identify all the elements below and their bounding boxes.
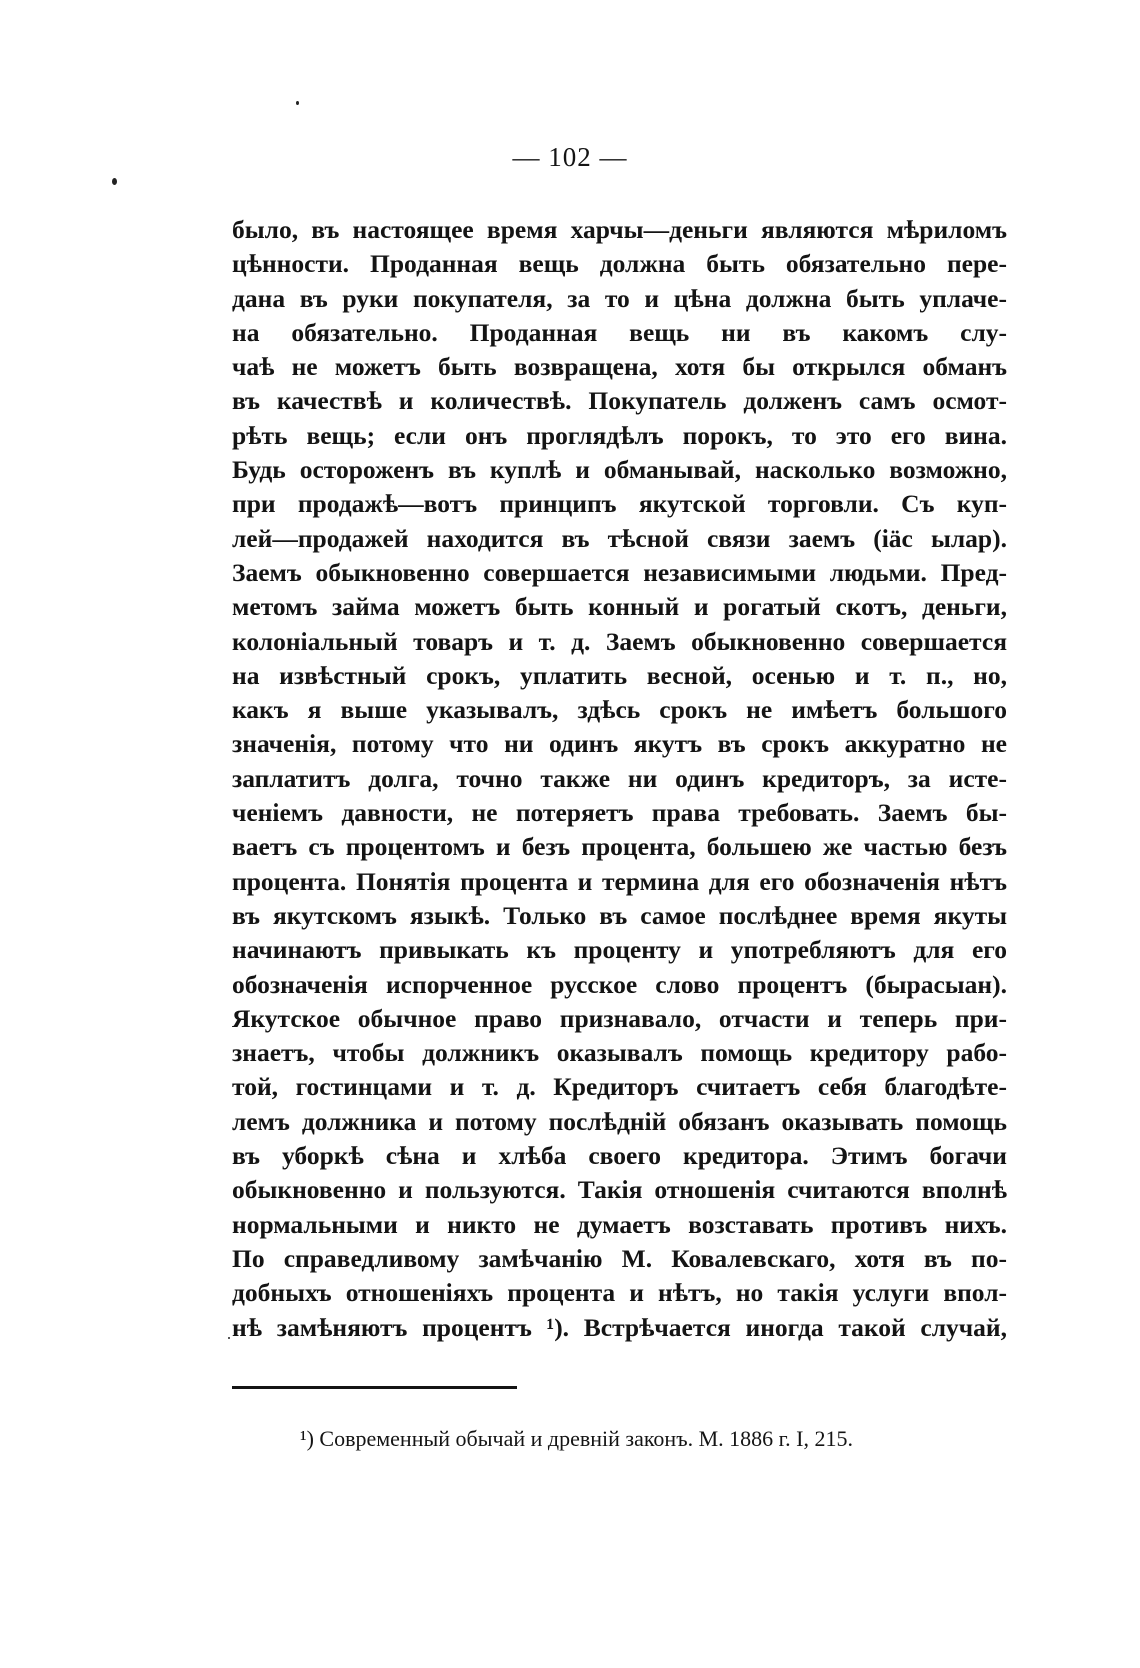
scan-speck bbox=[296, 101, 299, 105]
text-line: Заемъ обыкновенно совершается независимыми людьми. Пред- bbox=[232, 557, 1007, 587]
text-line: нѣ замѣняютъ процентъ ¹). Встрѣчается иногда такой случай, bbox=[232, 1312, 1007, 1342]
text-line: метомъ займа можетъ быть конный и рогатый скотъ, деньги, bbox=[232, 592, 1007, 622]
body-text bbox=[232, 213, 1007, 1345]
text-line: въ якутскомъ языкѣ. Только въ самое послѣднее время якуты bbox=[232, 900, 1007, 930]
text-line: на обязательно. Проданная вещь ни въ какомъ слу- bbox=[232, 317, 1007, 347]
text-line: Якутское обычное право признавало, отчасти и теперь при- bbox=[232, 1003, 1007, 1033]
text-line: заплатитъ долга, точно также ни одинъ кредиторъ, за исте- bbox=[232, 763, 1007, 793]
text-line: По справедливому замѣчанію М. Ковалевскаго, хотя въ по- bbox=[232, 1243, 1007, 1273]
text-line: добныхъ отношеніяхъ процента и нѣтъ, но такія услуги впол- bbox=[232, 1278, 1007, 1308]
footnote: ¹) Современный обычай и древній законъ. М. 1886 г. I, 215. bbox=[300, 1426, 853, 1451]
text-line: обозначенія испорченное русское слово процентъ (бырасыан). bbox=[232, 969, 1007, 999]
text-line: той, гостинцами и т. д. Кредиторъ считаетъ себя благодѣте- bbox=[232, 1072, 1007, 1102]
scan-speck bbox=[228, 1337, 230, 1339]
text-line: при продажѣ—вотъ принципъ якутской торговли. Съ куп- bbox=[232, 489, 1007, 519]
text-line: колоніальный товаръ и т. д. Заемъ обыкновенно совершается bbox=[232, 626, 1007, 656]
text-line: обыкновенно и пользуются. Такія отношенія считаются вполнѣ bbox=[232, 1175, 1007, 1205]
text-line: лей—продажей находится въ тѣсной связи заемъ (іäс ылар). bbox=[232, 523, 1007, 553]
scan-speck bbox=[112, 178, 117, 185]
text-line: въ качествѣ и количествѣ. Покупатель долженъ самъ осмот- bbox=[232, 386, 1007, 416]
text-line: начинаютъ привыкать къ проценту и употребляютъ для его bbox=[232, 935, 1007, 965]
text-line: цѣнности. Проданная вещь должна быть обязательно пере- bbox=[232, 249, 1007, 279]
text-line: на извѣстный срокъ, уплатить весной, осенью и т. п., но, bbox=[232, 660, 1007, 690]
footnote-divider bbox=[232, 1386, 517, 1389]
text-line: нормальными и никто не думаетъ возставать противъ нихъ. bbox=[232, 1209, 1007, 1239]
text-line: дана въ руки покупателя, за то и цѣна должна быть уплаче- bbox=[232, 283, 1007, 313]
text-line: чаѣ не можетъ быть возвращена, хотя бы открылся обманъ bbox=[232, 352, 1007, 382]
page-number: — 102 — bbox=[512, 142, 628, 172]
text-line: было, въ настоящее время харчы—деньги являются мѣриломъ bbox=[232, 215, 1007, 244]
text-line: въ уборкѣ сѣна и хлѣба своего кредитора. Этимъ богачи bbox=[232, 1141, 1007, 1171]
text-line: лемъ должника и потому послѣдній обязанъ оказывать помощь bbox=[232, 1106, 1007, 1136]
text-line: знаетъ, чтобы должникъ оказывалъ помощь кредитору рабо- bbox=[232, 1038, 1007, 1068]
text-line: ченіемъ давности, не потеряетъ права требовать. Заемъ бы- bbox=[232, 798, 1007, 828]
text-line: ваетъ съ процентомъ и безъ процента, большею же частью безъ bbox=[232, 832, 1007, 862]
text-line: значенія, потому что ни одинъ якутъ въ срокъ аккуратно не bbox=[232, 729, 1007, 759]
text-line: Будь остороженъ въ куплѣ и обманывай, насколько возможно, bbox=[232, 455, 1007, 485]
text-line: процента. Понятія процента и термина для его обозначенія нѣтъ bbox=[232, 866, 1007, 896]
text-line: рѣть вещь; если онъ проглядѣлъ порокъ, то это его вина. bbox=[232, 420, 1007, 450]
text-line: какъ я выше указывалъ, здѣсь срокъ не имѣетъ большого bbox=[232, 695, 1007, 725]
